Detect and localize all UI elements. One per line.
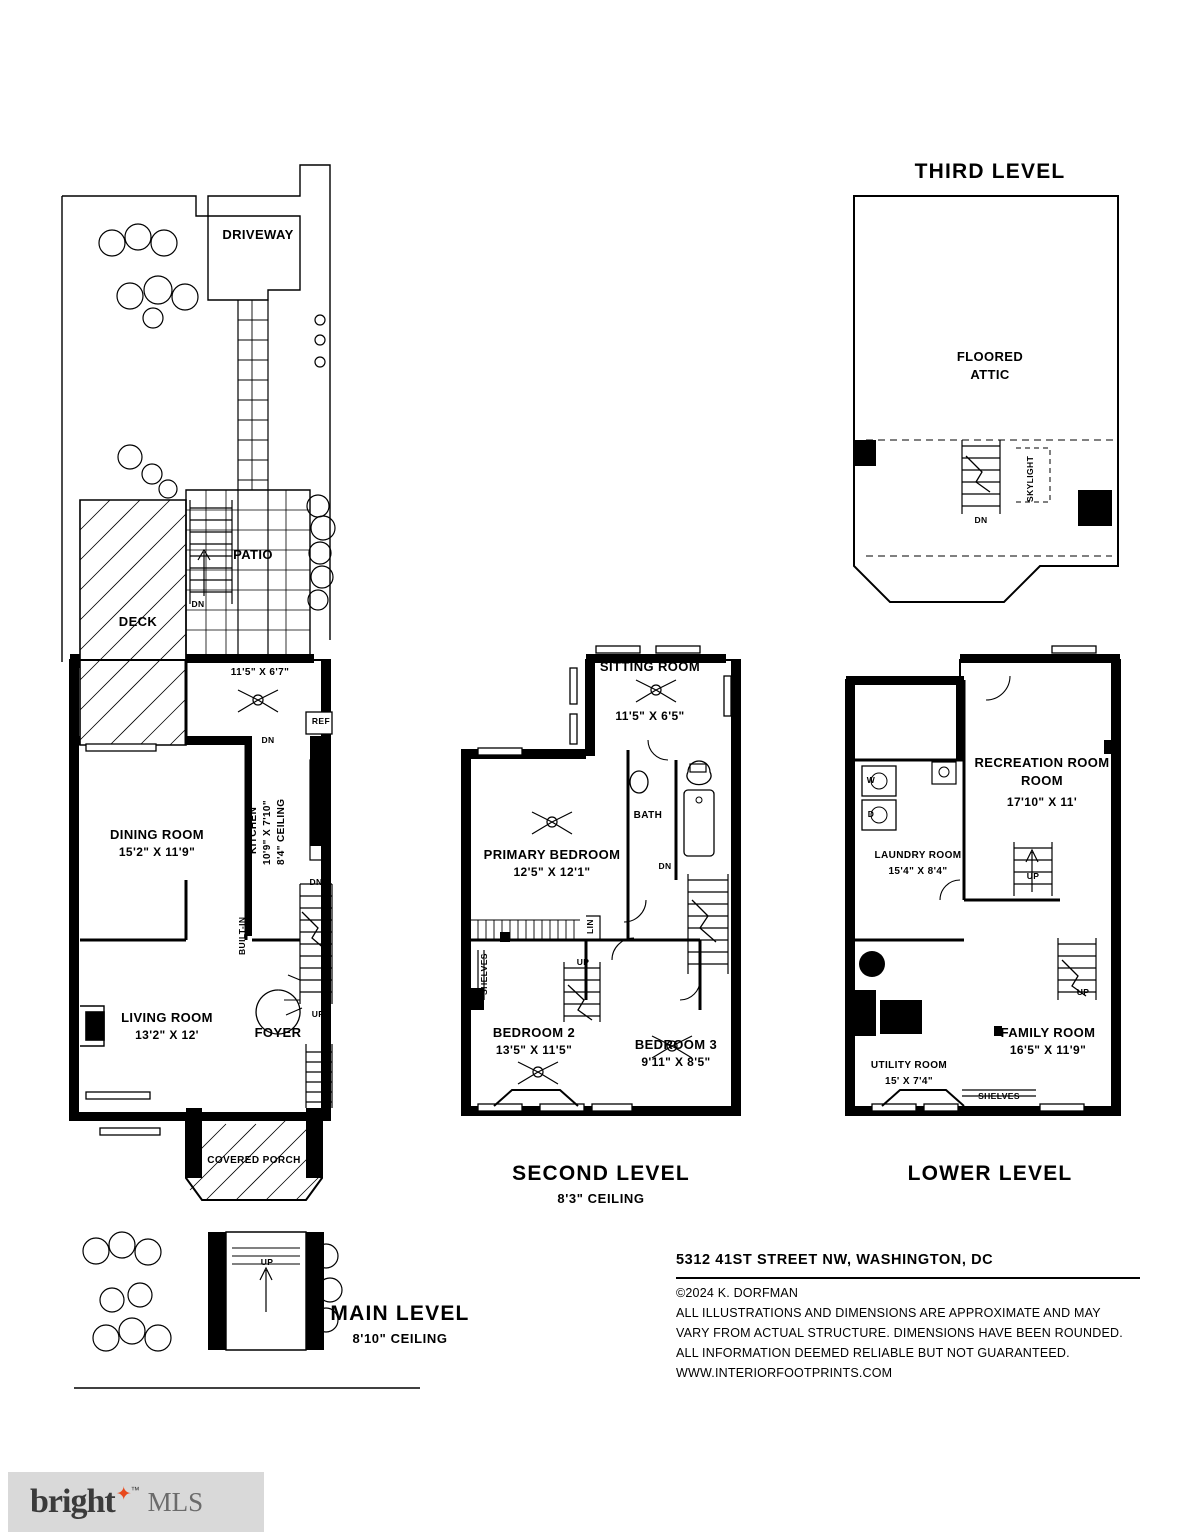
label-primary-bedroom: PRIMARY BEDROOM: [483, 847, 621, 862]
trademark-symbol: ™: [130, 1485, 140, 1495]
label-bedroom-3-dim: 9'11" X 8'5": [641, 1055, 711, 1069]
label-recreation-room-2: ROOM: [1020, 773, 1064, 788]
label-bedroom-2: BEDROOM 2: [492, 1025, 576, 1040]
lower-level-title: LOWER LEVEL: [907, 1162, 1073, 1185]
label-lower-shelves: SHELVES: [978, 1091, 1020, 1101]
label-dining-room-dim: 15'2" X 11'9": [118, 845, 196, 859]
label-recreation-room-dim: 17'10" X 11': [1006, 795, 1078, 809]
credit-disclaimer-3: ALL INFORMATION DEEMED RELIABLE BUT NOT GUARANTEED.: [676, 1346, 1070, 1360]
label-stair-dn-foyer: DN: [309, 877, 323, 887]
credit-website: WWW.INTERIORFOOTPRINTS.COM: [676, 1366, 893, 1380]
label-foyer: FOYER: [254, 1025, 302, 1040]
label-deck: DECK: [118, 614, 158, 629]
label-stair-up-walk: UP: [260, 1257, 274, 1267]
label-fireplace: FP: [90, 1021, 102, 1031]
label-recreation-room: RECREATION ROOM: [974, 755, 1110, 770]
label-floored-attic-2: ATTIC: [970, 367, 1010, 382]
label-shelves: SHELVES: [479, 953, 489, 995]
label-dryer: D: [867, 809, 875, 819]
label-bath: BATH: [633, 810, 663, 821]
label-breakfast-room-dim: 11'5" X 6'7": [230, 667, 290, 678]
label-stair-dn-second: DN: [658, 861, 672, 871]
credit-copyright: ©2024 K. DORFMAN: [676, 1286, 799, 1300]
label-breakfast-room: BREAKFAST ROOM: [209, 653, 311, 664]
main-level-ceiling: 8'10" CEILING: [352, 1331, 448, 1346]
label-stair-dn-deck: DN: [191, 599, 205, 609]
label-built-in: BUILT-IN: [237, 916, 247, 956]
mls-wordmark: MLS: [147, 1486, 204, 1517]
label-bedroom-2-dim: 13'5" X 11'5": [495, 1043, 573, 1057]
label-sitting-room-dim: 11'5" X 6'5": [615, 709, 685, 723]
label-sitting-room: SITTING ROOM: [599, 659, 701, 674]
credit-address: 5312 41ST STREET NW, WASHINGTON, DC: [676, 1252, 994, 1268]
label-stair-dn-attic: DN: [974, 515, 988, 525]
label-kitchen-dim: 10'9" X 7'10": [262, 799, 273, 865]
label-patio: PATIO: [233, 547, 273, 562]
label-covered-porch: COVERED PORCH: [207, 1155, 301, 1166]
label-stair-up-foyer: UP: [311, 1009, 325, 1019]
label-stair-up-lower-2: UP: [1076, 987, 1090, 997]
third-level-title: THIRD LEVEL: [914, 160, 1066, 183]
label-linen: LIN: [585, 919, 595, 935]
label-dining-room: DINING ROOM: [110, 827, 204, 842]
label-driveway: DRIVEWAY: [222, 227, 294, 242]
bright-mls-logo: [8, 1472, 264, 1532]
label-utility-room: UTILITY ROOM: [870, 1060, 948, 1071]
label-family-room-dim: 16'5" X 11'9": [1009, 1043, 1087, 1057]
label-living-room: LIVING ROOM: [121, 1010, 213, 1025]
label-living-room-dim: 13'2" X 12': [135, 1028, 199, 1042]
label-kitchen: KITCHEN: [248, 806, 259, 854]
label-stair-dn-breakfast: DN: [261, 735, 275, 745]
label-washer: W: [866, 775, 876, 785]
second-level-ceiling: 8'3" CEILING: [557, 1191, 645, 1206]
label-refrigerator: REF: [311, 716, 331, 726]
label-laundry-room: LAUNDRY ROOM: [874, 850, 962, 861]
bright-wordmark: bright: [30, 1483, 115, 1520]
second-level-title: SECOND LEVEL: [512, 1162, 690, 1185]
bright-star-icon: ✦: [115, 1483, 132, 1505]
label-laundry-room-dim: 15'4" X 8'4": [888, 866, 948, 877]
label-stair-up-second: UP: [576, 957, 590, 967]
label-kitchen-ceiling: 8'4" CEILING: [276, 798, 287, 866]
label-bedroom-3: BEDROOM 3: [634, 1037, 718, 1052]
main-level-title: MAIN LEVEL: [330, 1302, 470, 1325]
credit-disclaimer-2: VARY FROM ACTUAL STRUCTURE. DIMENSIONS HAVE BEEN ROUNDED.: [676, 1326, 1123, 1340]
label-utility-room-dim: 15' X 7'4": [885, 1076, 933, 1087]
credit-disclaimer-1: ALL ILLUSTRATIONS AND DIMENSIONS ARE APPROXIMATE AND MAY: [676, 1306, 1101, 1320]
label-primary-bedroom-dim: 12'5" X 12'1": [513, 865, 591, 879]
label-skylight: SKYLIGHT: [1025, 455, 1035, 503]
label-floored-attic-1: FLOORED: [956, 349, 1024, 364]
label-family-room: FAMILY ROOM: [1000, 1025, 1096, 1040]
label-stair-up-lower-1: UP: [1026, 871, 1040, 881]
